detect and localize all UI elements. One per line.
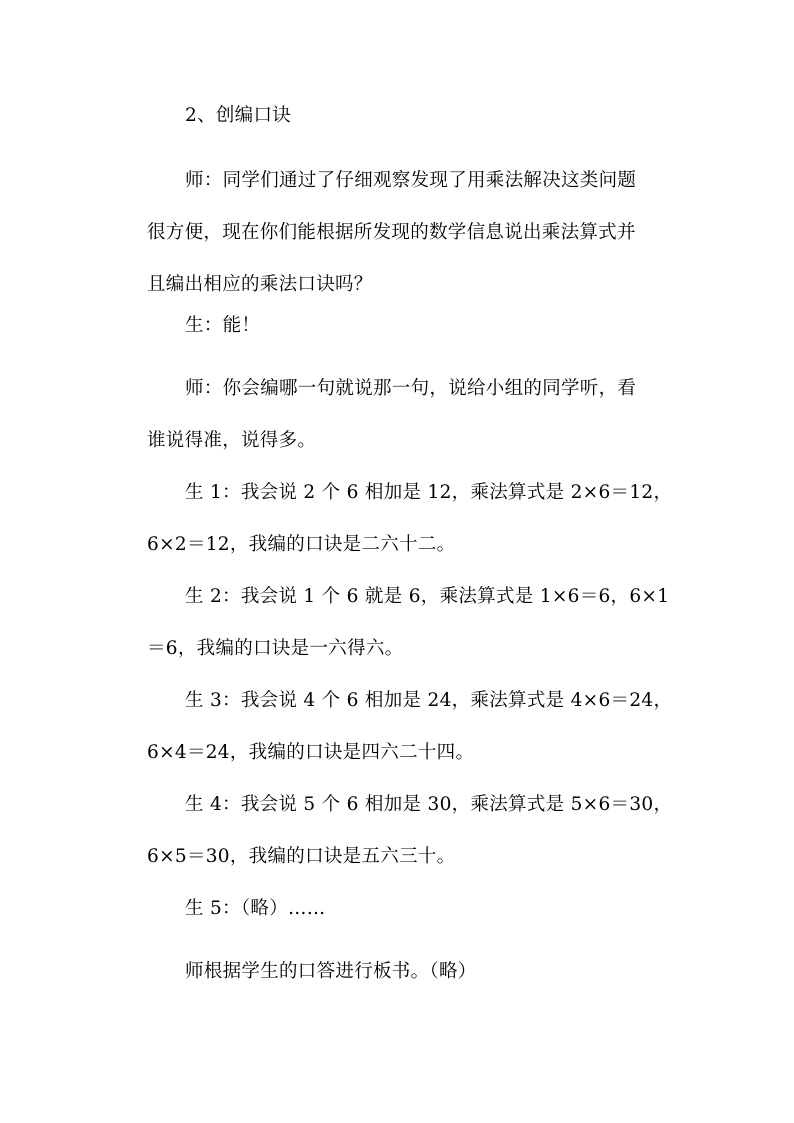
paragraph-line: ＝6，我编的口诀是一六得六。 bbox=[147, 638, 404, 659]
section-heading: 2、创编口诀 bbox=[185, 105, 292, 126]
paragraph-line: 6×2＝12，我编的口诀是二六十二。 bbox=[147, 534, 456, 555]
paragraph-teacher-instruction bbox=[147, 363, 636, 467]
paragraph-student-3 bbox=[147, 675, 672, 779]
paragraph-teacher-board: 师根据学生的口答进行板书。（略） bbox=[185, 961, 477, 982]
paragraph-student-2 bbox=[147, 571, 669, 675]
paragraph-line: 谁说得准，说得多。 bbox=[147, 430, 317, 451]
paragraph-line: 生 4：我会说 5 个 6 相加是 30，乘法算式是 5×6＝30， bbox=[185, 794, 673, 815]
paragraph-student-5: 生 5：（略）…… bbox=[185, 898, 326, 919]
paragraph-line: 很方便，现在你们能根据所发现的数学信息说出乘法算式并 bbox=[147, 222, 636, 243]
paragraph-line: 师：你会编哪一句就说那一句，说给小组的同学听，看 bbox=[185, 378, 637, 399]
paragraph-student-1 bbox=[147, 467, 672, 571]
paragraph-student-answer: 生：能！ bbox=[185, 315, 261, 336]
paragraph-line: 且编出相应的乘法口诀吗？ bbox=[147, 274, 373, 295]
paragraph-student-4 bbox=[147, 779, 672, 883]
paragraph-line: 师：同学们通过了仔细观察发现了用乘法解决这类问题 bbox=[185, 170, 637, 191]
paragraph-line: 生 2：我会说 1 个 6 就是 6，乘法算式是 1×6＝6，6×1 bbox=[185, 586, 670, 607]
paragraph-line: 6×5＝30，我编的口诀是五六三十。 bbox=[147, 846, 456, 867]
paragraph-line: 6×4＝24，我编的口诀是四六二十四。 bbox=[147, 742, 475, 763]
paragraph-line: 生 1：我会说 2 个 6 相加是 12，乘法算式是 2×6＝12， bbox=[185, 482, 673, 503]
paragraph-teacher-question bbox=[147, 155, 636, 311]
paragraph-line: 生 3：我会说 4 个 6 相加是 24，乘法算式是 4×6＝24， bbox=[185, 690, 673, 711]
